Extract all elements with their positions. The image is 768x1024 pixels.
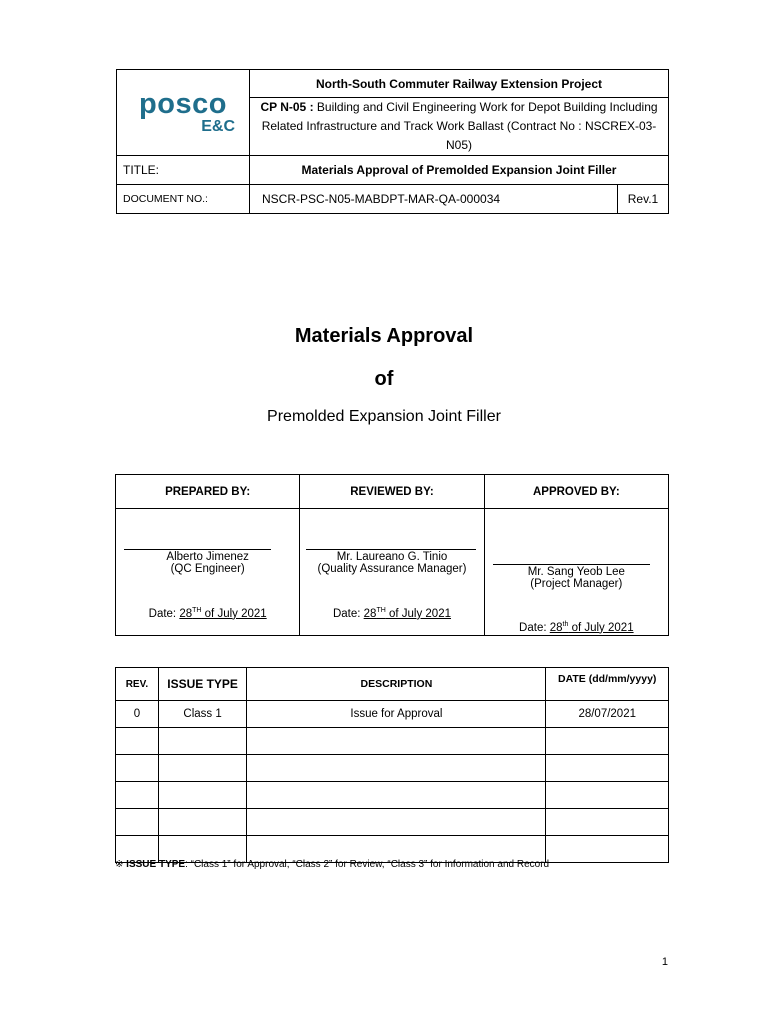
prepared-date: Date: 28TH of July 2021 — [148, 607, 267, 620]
date-cell — [546, 782, 669, 809]
issue-type-cell — [158, 755, 247, 782]
approved-name: Mr. Sang Yeob Lee — [527, 566, 625, 578]
table-row — [116, 701, 669, 728]
approved-date: Date: 28th of July 2021 — [519, 621, 634, 634]
reference-mark-icon: ※ — [115, 859, 124, 870]
reviewed-by-cell — [300, 509, 484, 636]
project-name: North-South Commuter Railway Extension Project — [250, 70, 669, 98]
rev-cell — [116, 809, 159, 836]
reviewed-role: (Quality Assurance Manager) — [317, 563, 467, 575]
table-row — [116, 809, 669, 836]
contract-package — [250, 98, 669, 156]
prepared-name: Alberto Jimenez — [166, 551, 249, 563]
issue-type-header: ISSUE TYPE — [158, 668, 247, 701]
approved-signature — [491, 564, 662, 590]
rev-cell — [116, 782, 159, 809]
document-number: NSCR-PSC-N05-MABDPT-MAR-QA-000034 — [250, 185, 618, 214]
issue-type-cell — [158, 728, 247, 755]
description-cell — [247, 728, 546, 755]
prepared-role: (QC Engineer) — [170, 563, 245, 575]
description-header: DESCRIPTION — [247, 668, 546, 701]
date-cell — [546, 836, 669, 863]
contract-package-text: Building and Civil Engineering Work for Depot Building Including Related Infrastructure and Track Work Ballast (Contract No : NSCREX-03-N05) — [261, 100, 658, 152]
logo-wordmark: posco — [139, 87, 227, 120]
description-cell — [247, 755, 546, 782]
signature-line — [493, 564, 650, 565]
prepared-signature — [122, 549, 293, 575]
rev-cell — [116, 755, 159, 782]
main-subtitle: Premolded Expansion Joint Filler — [267, 408, 501, 425]
reviewed-date: Date: 28TH of July 2021 — [332, 607, 451, 620]
issue-type-cell — [158, 809, 247, 836]
signature-line — [306, 549, 475, 550]
title-label: TITLE: — [117, 156, 250, 185]
logo-subtext: E&C — [201, 117, 235, 135]
description-cell — [247, 782, 546, 809]
table-row — [116, 755, 669, 782]
issue-type-cell: Class 1 — [158, 701, 247, 728]
document-header — [116, 69, 669, 214]
contract-package-label: CP N-05 : — [260, 100, 314, 114]
date-cell: 28/07/2021 — [546, 701, 669, 728]
document-title: Materials Approval of Premolded Expansion Joint Filler — [250, 156, 669, 185]
date-cell — [546, 755, 669, 782]
rev-cell — [116, 728, 159, 755]
date-cell — [546, 728, 669, 755]
description-cell — [247, 809, 546, 836]
approved-role: (Project Manager) — [530, 578, 623, 590]
revision-table — [115, 667, 669, 863]
date-cell — [546, 809, 669, 836]
revision-number: Rev.1 — [618, 185, 669, 214]
issue-type-cell — [158, 782, 247, 809]
approved-by-cell — [484, 509, 668, 636]
table-row — [116, 782, 669, 809]
issue-type-note — [115, 859, 549, 870]
page-number: 1 — [661, 956, 668, 968]
main-title: Materials Approval — [294, 325, 474, 347]
approved-by-heading: APPROVED BY: — [484, 475, 668, 509]
date-header: DATE (dd/mm/yyyy) — [546, 668, 669, 701]
prepared-by-cell — [116, 509, 300, 636]
approval-table — [115, 474, 669, 636]
description-cell: Issue for Approval — [247, 701, 546, 728]
rev-cell: 0 — [116, 701, 159, 728]
table-row — [116, 728, 669, 755]
note-text: : “Class 1” for Approval, “Class 2” for Review, “Class 3” for Information and Record — [185, 859, 550, 870]
reviewed-by-heading: REVIEWED BY: — [300, 475, 484, 509]
prepared-by-heading: PREPARED BY: — [116, 475, 300, 509]
rev-header: REV. — [116, 668, 159, 701]
document-number-label: DOCUMENT NO.: — [117, 185, 250, 214]
reviewed-name: Mr. Laureano G. Tinio — [336, 551, 448, 563]
main-title-of: of — [374, 368, 394, 390]
signature-line — [124, 549, 271, 550]
note-label: ISSUE TYPE — [126, 859, 186, 870]
reviewed-signature — [306, 549, 477, 575]
company-logo — [117, 70, 250, 156]
